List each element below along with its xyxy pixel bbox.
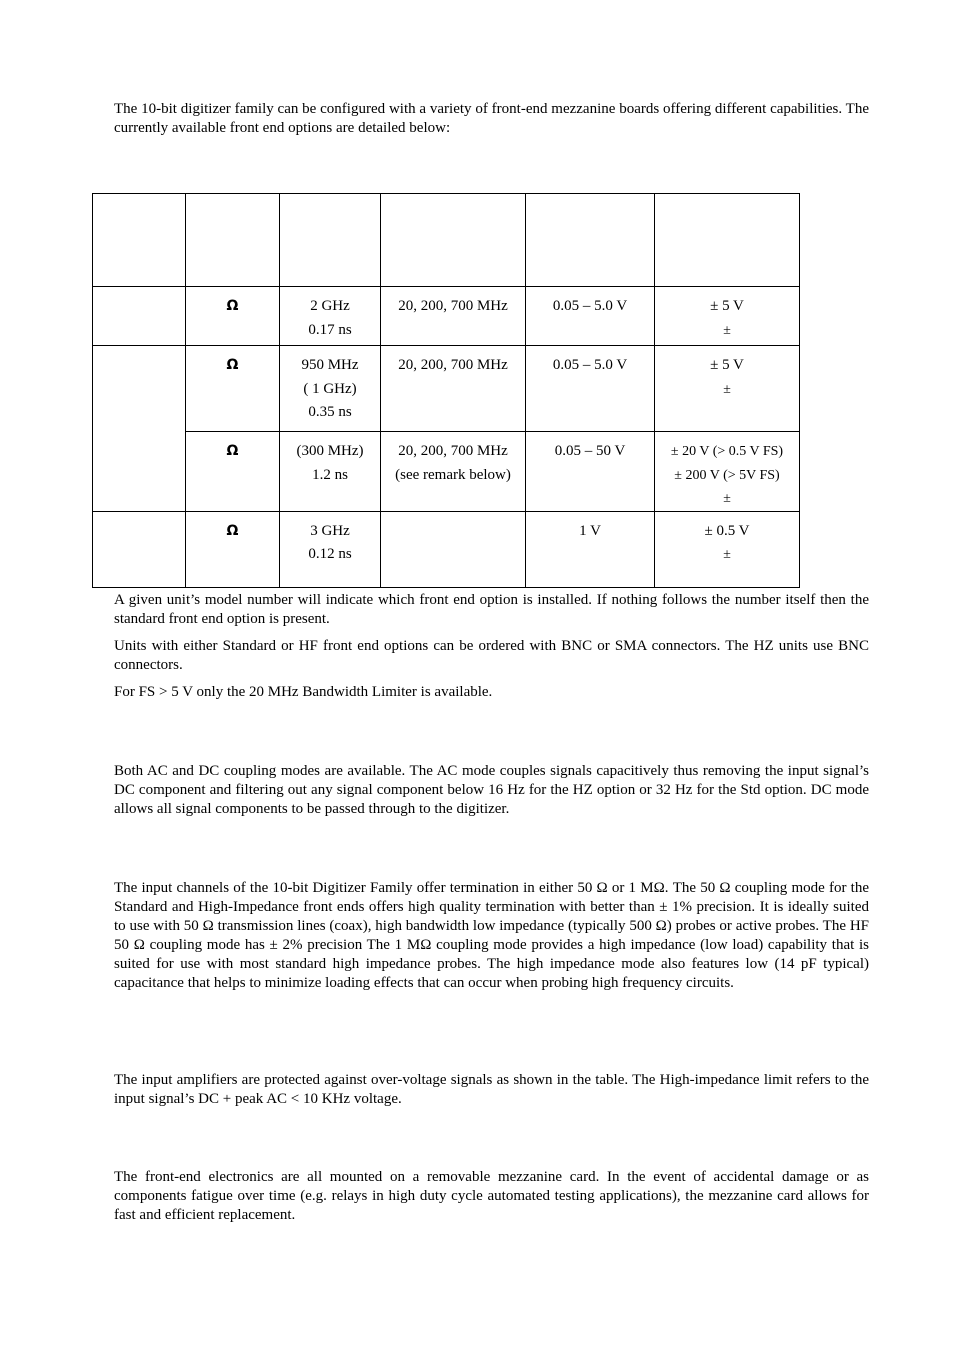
header-cell: [381, 194, 526, 287]
model-number-paragraph: A given unit’s model number will indicate which front end option is installed. If nothing follows the number itself then the standard front end option is present.: [114, 592, 869, 627]
table-row: [93, 432, 800, 512]
protection-value: ± 0.5 V: [704, 522, 750, 539]
protection-cell: [655, 346, 800, 432]
coupling-paragraph: Both AC and DC coupling modes are available. The AC mode couples signals capacitively thus removing the input signal’s DC component and filtering out any signal component below 16 Hz for the HZ option or 32 Hz for the Std option. DC mode allows all signal components to be passed through to the digitizer.: [114, 763, 869, 817]
rise-time-value: 0.17 ns: [308, 321, 352, 338]
protection-cell: [655, 287, 800, 346]
bandwidth-value: ( 1 GHz): [303, 380, 357, 397]
bandwidth-value: 950 MHz: [301, 357, 359, 373]
mezzanine-paragraph: The front-end electronics are all mounted on a removable mezzanine card. In the event of accidental damage or as components fatigue over time (e.g. relays in high duty cycle automated testing applications), the mezzanine card allows for fast and efficient replacement.: [114, 1169, 869, 1223]
protection-value: ± 20 V (> 0.5 V FS): [670, 444, 784, 459]
impedance-cell: [186, 346, 280, 432]
protection-value: ± 5 V: [710, 357, 744, 373]
impedance-cell: [186, 432, 280, 512]
bw-limit-value: 20, 200, 700 MHz: [398, 298, 508, 314]
header-cell: [655, 194, 800, 287]
protection-value: ±: [723, 491, 731, 506]
option-cell: [93, 346, 186, 512]
bw-limit-value: 20, 200, 700 MHz: [398, 443, 508, 459]
ohm-symbol: Ω: [226, 298, 239, 314]
header-cell: [280, 194, 381, 287]
protection-value: ±: [723, 547, 731, 562]
bandwidth-limiter-paragraph: For FS > 5 V only the 20 MHz Bandwidth Limiter is available.: [114, 684, 493, 700]
full-scale-value: 0.05 – 5.0 V: [552, 298, 628, 314]
bw-limit-remark: (see remark below): [395, 466, 511, 483]
rise-time-value: 0.12 ns: [308, 546, 352, 562]
protection-value: ± 5 V: [710, 298, 744, 314]
table-row: [93, 511, 800, 587]
header-cell: [93, 194, 186, 287]
full-scale-value: 1 V: [579, 522, 601, 539]
intro-paragraph: The 10-bit digitizer family can be configured with a variety of front-end mezzanine boards offering different capabilities. The currently available front end options are detailed below:: [114, 101, 869, 136]
bandwidth-cell: [280, 432, 381, 512]
ohm-symbol: Ω: [226, 443, 239, 459]
connectors-paragraph: Units with either Standard or HF front end options can be ordered with BNC or SMA connectors. The HZ units use BNC connectors.: [114, 638, 869, 673]
impedance-cell: [186, 511, 280, 587]
front-end-options-table: [92, 193, 800, 588]
bandwidth-cell: [280, 511, 381, 587]
bandwidth-value: 2 GHz: [310, 298, 350, 314]
full-scale-value: 0.05 – 5.0 V: [552, 357, 628, 373]
bw-limit-cell: [381, 432, 526, 512]
protection-value: ±: [723, 322, 731, 338]
bandwidth-cell: [280, 346, 381, 432]
full-scale-cell: [526, 432, 655, 512]
protection-paragraph: The input amplifiers are protected against over-voltage signals as shown in the table. The High-impedance limit refers to the input signal’s DC + peak AC < 10 KHz voltage.: [114, 1072, 869, 1107]
bw-limit-cell: [381, 346, 526, 432]
full-scale-cell: [526, 346, 655, 432]
table-row: [93, 287, 800, 346]
bw-limit-cell: [381, 511, 526, 587]
impedance-cell: [186, 287, 280, 346]
termination-paragraph: The input channels of the 10-bit Digitizer Family offer termination in either 50 Ω or 1 MΩ. The 50 Ω coupling mode for the Standard and High-Impedance front ends offers high quality termination with better than ± 1% precision. It is ideally suited to use with 50 Ω transmission lines (coax), high bandwidth low impedance (typically 500 Ω) probes or active probes. The HF 50 Ω coupling mode has ± 2% precision The 1 MΩ coupling mode provides a high impedance (low load) capability that is suited for use with most standard high impedance probes. The high impedance mode also features low (14 pF typical) capacitance that helps to minimize loading effects that can occur when probing high frequency circuits.: [114, 880, 869, 991]
protection-value: ±: [723, 381, 731, 397]
ohm-symbol: Ω: [226, 357, 239, 373]
table-header-row: [93, 194, 800, 287]
option-cell: [93, 287, 186, 346]
full-scale-cell: [526, 511, 655, 587]
protection-value: ± 200 V (> 5V FS): [674, 467, 780, 483]
header-cell: [186, 194, 280, 287]
full-scale-cell: [526, 287, 655, 346]
protection-cell: [655, 511, 800, 587]
bw-limit-value: 20, 200, 700 MHz: [398, 357, 508, 373]
rise-time-value: 1.2 ns: [312, 466, 348, 483]
rise-time-value: 0.35 ns: [308, 404, 352, 420]
bw-limit-cell: [381, 287, 526, 346]
ohm-symbol: Ω: [226, 522, 239, 539]
header-cell: [526, 194, 655, 287]
bandwidth-value: (300 MHz): [296, 443, 364, 459]
table-row: [93, 346, 800, 432]
bandwidth-value: 3 GHz: [310, 522, 350, 539]
full-scale-value: 0.05 – 50 V: [554, 443, 626, 459]
protection-cell: [655, 432, 800, 512]
option-cell: [93, 511, 186, 587]
bandwidth-cell: [280, 287, 381, 346]
